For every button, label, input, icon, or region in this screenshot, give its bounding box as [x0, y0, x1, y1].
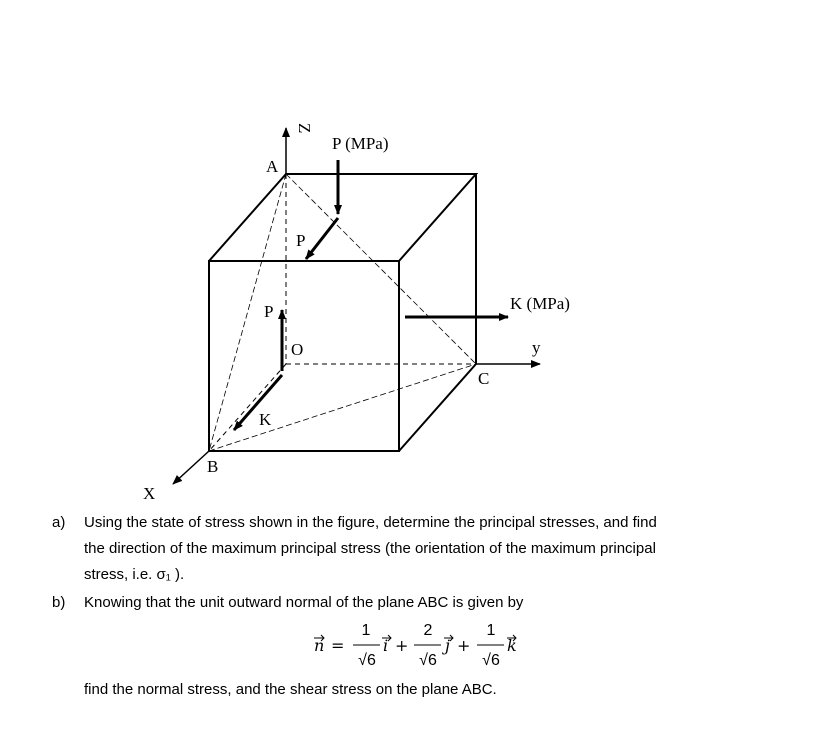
coordinate-axes	[173, 128, 540, 484]
question-a-body	[84, 510, 774, 588]
formula-v1: i	[383, 636, 389, 655]
question-b-label: b)	[52, 594, 66, 611]
p-mpa-label: P (MPa)	[332, 134, 389, 153]
z-axis-label: Z	[295, 123, 314, 134]
formula-den2: √6	[419, 652, 437, 669]
formula-plus2: +	[457, 636, 471, 655]
question-a-line2: the direction of the maximum principal stress (the orientation of the maximum principal	[84, 540, 656, 557]
formula-num3: 1	[486, 622, 496, 639]
question-a-line1: Using the state of stress shown in the figure, determine the principal stresses, and find	[84, 514, 657, 531]
point-o-label: O	[291, 340, 304, 359]
k-mpa-label: K (MPa)	[510, 294, 570, 313]
formula-lhs: n	[314, 636, 325, 655]
top-shear-arrow	[306, 218, 338, 259]
inner-diagonal-arrow	[234, 375, 282, 430]
question-b-line1: Knowing that the unit outward normal of the plane ABC is given by	[84, 594, 524, 611]
stress-arrows	[234, 160, 508, 430]
formula-num1: 1	[361, 622, 371, 639]
formula-v3: k	[507, 636, 517, 655]
p-top-face-label: P	[296, 231, 306, 250]
normal-vector-formula	[300, 617, 560, 673]
formula-plus1: +	[395, 636, 409, 655]
question-b-line2: find the normal stress, and the shear stress on the plane ABC.	[84, 681, 497, 698]
k-inner-label: K	[259, 410, 272, 429]
point-c-label: C	[478, 369, 490, 388]
formula-den3: √6	[482, 652, 500, 669]
p-left-label: P	[264, 302, 274, 321]
formula-num2: 2	[423, 622, 433, 639]
y-axis-label: y	[532, 338, 541, 357]
point-b-label: B	[207, 457, 219, 476]
cube-visible-edges	[209, 174, 476, 451]
formula-equals: =	[331, 636, 345, 655]
point-a-label: A	[266, 157, 279, 176]
formula-den1: √6	[358, 652, 376, 669]
x-axis-label: X	[143, 484, 156, 500]
x-axis	[173, 451, 209, 484]
formula-v2: j	[445, 636, 450, 655]
question-a-label: a)	[52, 514, 66, 531]
question-a-line3: stress, i.e. σ₁ ).	[84, 566, 185, 583]
